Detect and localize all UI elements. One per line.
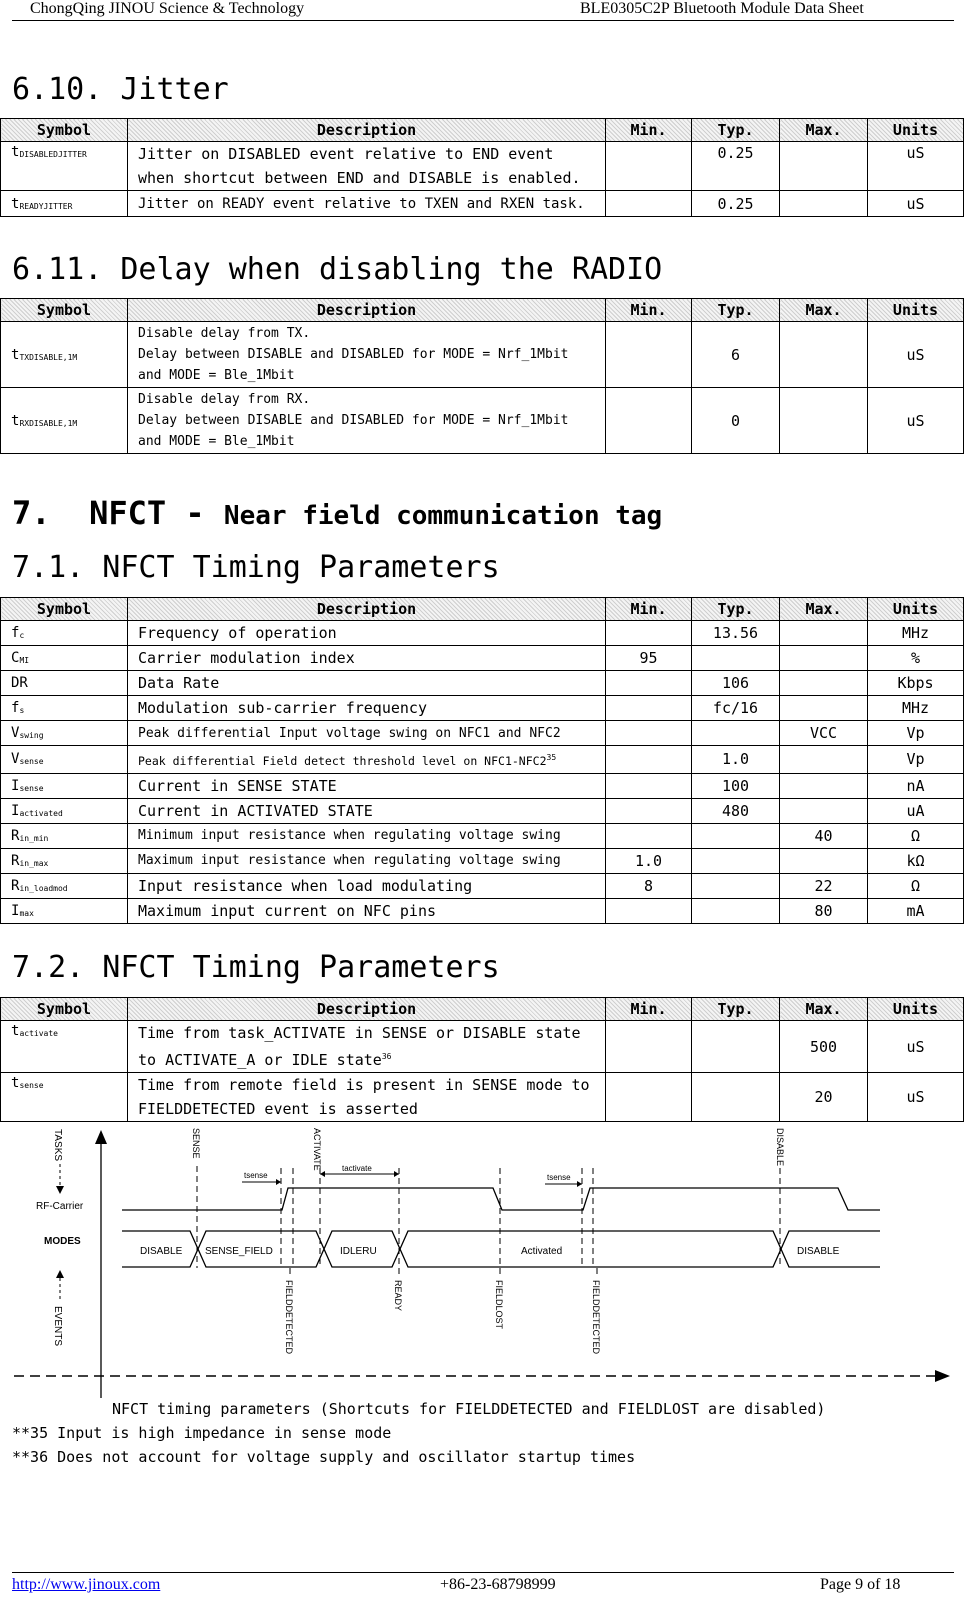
tsense-1	[242, 1171, 281, 1185]
table-header-row	[1, 598, 964, 621]
cell-description: Frequency of operation	[128, 621, 606, 646]
tasks-arrowhead	[56, 1186, 64, 1194]
col-min: Min.	[606, 998, 692, 1021]
phone-number: +86-23-68798999	[440, 1576, 556, 1593]
cell-typ	[692, 646, 780, 671]
cell-min	[606, 322, 692, 388]
cell-units: nA	[868, 773, 964, 798]
cell-min	[606, 1021, 692, 1073]
cell-symbol: $t_{DISABLEDJITTER}$	[1, 142, 128, 191]
col-typ: Typ.	[692, 998, 780, 1021]
event-ready	[393, 1280, 403, 1311]
modes-label: MODES	[44, 1236, 81, 1247]
cell-min	[606, 798, 692, 823]
cell-description: Peak differential Field detect threshold level on NFC1-NFC2$^{35}$	[128, 746, 606, 774]
page-footer	[0, 1576, 964, 1598]
website-link[interactable]: http://www.jinoux.com	[12, 1576, 161, 1593]
cell-description: Disable delay from TX. Delay between DISABLE and DISABLED for MODE = Nrf_1Mbit and MODE = Ble_1Mbit	[128, 322, 606, 388]
svg-text:READY: READY	[393, 1280, 403, 1312]
nfct-parameters-table	[0, 597, 964, 924]
cell-symbol: DR	[1, 671, 128, 696]
cell-typ	[692, 823, 780, 848]
cell-description: Carrier modulation index	[128, 646, 606, 671]
cell-max: 20	[780, 1073, 868, 1122]
cell-description: Maximum input current on NFC pins	[128, 898, 606, 923]
col-description: Description	[128, 299, 606, 322]
cell-description: Data Rate	[128, 671, 606, 696]
table-row	[1, 142, 964, 191]
col-typ: Typ.	[692, 119, 780, 142]
table-row	[1, 848, 964, 873]
cell-min	[606, 621, 692, 646]
cell-symbol: $V_{sense}$	[1, 746, 128, 774]
mode-sense-field: SENSE_FIELD	[205, 1246, 273, 1257]
table-row	[1, 696, 964, 721]
cell-units: uS	[868, 142, 964, 191]
cell-max	[780, 322, 868, 388]
section-6-10-title: 6.10. Jitter	[12, 72, 229, 107]
cell-units: uS	[868, 322, 964, 388]
event-fielddetected-1	[284, 1280, 294, 1355]
jitter-table	[0, 118, 964, 217]
cell-typ: 480	[692, 798, 780, 823]
svg-text:ACTIVATE: ACTIVATE	[312, 1128, 322, 1171]
nfct-timing-diagram	[0, 1128, 964, 1398]
diagram-guides	[197, 1166, 780, 1268]
table-row	[1, 671, 964, 696]
cell-min	[606, 388, 692, 454]
cell-symbol: $f_c$	[1, 621, 128, 646]
header-rule	[12, 20, 954, 21]
mode-disable-1: DISABLE	[140, 1246, 183, 1257]
cell-typ: 13.56	[692, 621, 780, 646]
cell-max	[780, 388, 868, 454]
table-row	[1, 1021, 964, 1073]
cell-units: Ω	[868, 823, 964, 848]
col-symbol: Symbol	[1, 299, 128, 322]
cell-symbol: $R_{in\_min}$	[1, 823, 128, 848]
cell-typ: 0	[692, 388, 780, 454]
cell-description: Jitter on DISABLED event relative to END event when shortcut between END and DISABLE is enabled.	[128, 142, 606, 191]
cell-description: Minimum input resistance when regulating voltage swing	[128, 823, 606, 848]
header-doc-title: BLE0305C2P Bluetooth Module Data Sheet	[580, 0, 864, 17]
task-activate-label	[312, 1128, 322, 1171]
cell-max	[780, 142, 868, 191]
cell-min	[606, 773, 692, 798]
cell-max	[780, 646, 868, 671]
cell-max	[780, 746, 868, 774]
diagram-time-arrowhead	[935, 1370, 950, 1382]
cell-min	[606, 823, 692, 848]
task-disable-label	[775, 1128, 785, 1166]
cell-min: 8	[606, 873, 692, 898]
cell-max	[780, 696, 868, 721]
table-row	[1, 322, 964, 388]
section-7-1-title: 7.1. NFCT Timing Parameters	[12, 550, 500, 585]
nfct-parameters-body	[1, 621, 964, 924]
col-units: Units	[868, 998, 964, 1021]
cell-description: Jitter on READY event relative to TXEN and RXEN task.	[128, 191, 606, 217]
col-max: Max.	[780, 119, 868, 142]
cell-symbol: $R_{in\_loadmod}$	[1, 873, 128, 898]
table-header-row	[1, 119, 964, 142]
tsense-2	[545, 1173, 582, 1187]
rf-carrier-waveform	[122, 1188, 880, 1210]
cell-typ: 1.0	[692, 746, 780, 774]
table-row	[1, 721, 964, 746]
col-typ: Typ.	[692, 299, 780, 322]
cell-max	[780, 671, 868, 696]
cell-typ: fc/16	[692, 696, 780, 721]
table-header-row	[1, 299, 964, 322]
col-min: Min.	[606, 119, 692, 142]
svg-text:FIELDLOST: FIELDLOST	[494, 1280, 504, 1330]
col-symbol: Symbol	[1, 119, 128, 142]
cell-symbol: $I_{activated}$	[1, 798, 128, 823]
cell-symbol: $C_{MI}$	[1, 646, 128, 671]
cell-min	[606, 898, 692, 923]
col-max: Max.	[780, 598, 868, 621]
cell-symbol: $t_{TXDISABLE,1M}$	[1, 322, 128, 388]
cell-description: Input resistance when load modulating	[128, 873, 606, 898]
diagram-caption: NFCT timing parameters (Shortcuts for FIELDDETECTED and FIELDLOST are disabled)	[112, 1400, 826, 1418]
cell-max: VCC	[780, 721, 868, 746]
col-description: Description	[128, 119, 606, 142]
section-6-11-title: 6.11. Delay when disabling the RADIO	[12, 252, 663, 287]
col-description: Description	[128, 598, 606, 621]
event-fielddetected-2	[591, 1280, 601, 1355]
footnote-36: **36 Does not account for voltage supply and oscillator startup times	[12, 1448, 636, 1466]
table-row	[1, 873, 964, 898]
event-guides	[290, 1268, 597, 1278]
cell-typ: 6	[692, 322, 780, 388]
footnote-35: **35 Input is high impedance in sense mode	[12, 1424, 392, 1442]
cell-typ: 100	[692, 773, 780, 798]
table-row	[1, 646, 964, 671]
task-sense-label	[191, 1128, 201, 1159]
cell-min	[606, 142, 692, 191]
cell-typ: 0.25	[692, 191, 780, 217]
col-units: Units	[868, 119, 964, 142]
col-typ: Typ.	[692, 598, 780, 621]
cell-typ	[692, 898, 780, 923]
cell-min	[606, 671, 692, 696]
cell-symbol: $t_{sense}$	[1, 1073, 128, 1122]
cell-units: uS	[868, 191, 964, 217]
page-number: Page 9 of 18	[820, 1576, 901, 1593]
cell-symbol: $I_{sense}$	[1, 773, 128, 798]
svg-text:FIELDDETECTED: FIELDDETECTED	[591, 1280, 601, 1355]
cell-min: 95	[606, 646, 692, 671]
table-header-row	[1, 998, 964, 1021]
cell-units: uA	[868, 798, 964, 823]
col-min: Min.	[606, 299, 692, 322]
event-fieldlost	[494, 1280, 504, 1330]
cell-max: 500	[780, 1021, 868, 1073]
cell-units: kΩ	[868, 848, 964, 873]
cell-units: uS	[868, 1073, 964, 1122]
table-row	[1, 898, 964, 923]
cell-typ	[692, 721, 780, 746]
tasks-label	[52, 1129, 63, 1161]
table-row	[1, 621, 964, 646]
cell-units: Ω	[868, 873, 964, 898]
cell-symbol: $f_s$	[1, 696, 128, 721]
col-description: Description	[128, 998, 606, 1021]
table-row	[1, 773, 964, 798]
radio-disable-table	[0, 298, 964, 454]
cell-max: 80	[780, 898, 868, 923]
cell-typ	[692, 848, 780, 873]
col-symbol: Symbol	[1, 998, 128, 1021]
cell-max	[780, 621, 868, 646]
cell-description: Peak differential Input voltage swing on NFC1 and NFC2	[128, 721, 606, 746]
cell-units: Vp	[868, 746, 964, 774]
cell-units: uS	[868, 388, 964, 454]
cell-description: Time from task_ACTIVATE in SENSE or DISABLE state to ACTIVATE_A or IDLE state$^{36}$	[128, 1021, 606, 1073]
cell-min	[606, 746, 692, 774]
cell-max: 40	[780, 823, 868, 848]
cell-symbol: $I_{max}$	[1, 898, 128, 923]
cell-typ: 106	[692, 671, 780, 696]
cell-min	[606, 191, 692, 217]
col-units: Units	[868, 598, 964, 621]
section-7-2-title: 7.2. NFCT Timing Parameters	[12, 950, 500, 985]
cell-description: Disable delay from RX. Delay between DISABLE and DISABLED for MODE = Nrf_1Mbit and MODE = Ble_1Mbit	[128, 388, 606, 454]
cell-description: Maximum input resistance when regulating voltage swing	[128, 848, 606, 873]
cell-units: MHz	[868, 696, 964, 721]
mode-idleru: IDLERU	[340, 1246, 377, 1257]
events-label	[52, 1306, 63, 1346]
cell-min	[606, 696, 692, 721]
cell-symbol: $R_{in\_max}$	[1, 848, 128, 873]
cell-symbol: $t_{activate}$	[1, 1021, 128, 1073]
col-min: Min.	[606, 598, 692, 621]
svg-text:tsense: tsense	[547, 1173, 571, 1182]
cell-description: Time from remote field is present in SENSE mode to FIELDDETECTED event is asserted	[128, 1073, 606, 1122]
table-row	[1, 388, 964, 454]
svg-text:tactivate: tactivate	[342, 1164, 372, 1173]
col-max: Max.	[780, 998, 868, 1021]
table-row	[1, 1073, 964, 1122]
table-row	[1, 191, 964, 217]
tactivate-span	[320, 1164, 399, 1177]
cell-typ	[692, 1073, 780, 1122]
cell-typ: 0.25	[692, 142, 780, 191]
cell-units: Kbps	[868, 671, 964, 696]
mode-disable-2: DISABLE	[797, 1246, 840, 1257]
cell-max	[780, 191, 868, 217]
cell-symbol: $V_{swing}$	[1, 721, 128, 746]
svg-text:EVENTS: EVENTS	[52, 1306, 63, 1347]
col-units: Units	[868, 299, 964, 322]
cell-units: mA	[868, 898, 964, 923]
table-row	[1, 746, 964, 774]
cell-min	[606, 721, 692, 746]
cell-symbol: $t_{RXDISABLE,1M}$	[1, 388, 128, 454]
chapter-7-title: 7. NFCT - Near field communication tag	[12, 494, 663, 532]
svg-text:tsense: tsense	[244, 1171, 268, 1180]
cell-description: Current in ACTIVATED STATE	[128, 798, 606, 823]
cell-min	[606, 1073, 692, 1122]
col-symbol: Symbol	[1, 598, 128, 621]
footer-rule	[12, 1572, 954, 1573]
cell-max	[780, 773, 868, 798]
svg-text:TASKS: TASKS	[52, 1129, 63, 1162]
svg-text:FIELDDETECTED: FIELDDETECTED	[284, 1280, 294, 1355]
events-arrowhead	[56, 1270, 64, 1278]
cell-max	[780, 798, 868, 823]
svg-text:SENSE: SENSE	[191, 1128, 201, 1159]
table-row	[1, 798, 964, 823]
col-max: Max.	[780, 299, 868, 322]
cell-max: 22	[780, 873, 868, 898]
cell-units: Vp	[868, 721, 964, 746]
svg-text:DISABLE: DISABLE	[775, 1128, 785, 1167]
rf-carrier-label: RF-Carrier	[36, 1201, 84, 1212]
cell-max	[780, 848, 868, 873]
cell-units: uS	[868, 1021, 964, 1073]
diagram-axis-arrowhead	[95, 1130, 107, 1144]
cell-units: MHz	[868, 621, 964, 646]
page-header	[0, 0, 964, 22]
cell-typ	[692, 873, 780, 898]
cell-min: 1.0	[606, 848, 692, 873]
cell-typ	[692, 1021, 780, 1073]
header-company: ChongQing JINOU Science & Technology	[30, 0, 305, 17]
cell-description: Modulation sub-carrier frequency	[128, 696, 606, 721]
cell-symbol: $t_{READYJITTER}$	[1, 191, 128, 217]
table-row	[1, 823, 964, 848]
mode-activated: Activated	[521, 1246, 563, 1257]
cell-description: Current in SENSE STATE	[128, 773, 606, 798]
cell-units: %	[868, 646, 964, 671]
nfct-timing-table	[0, 997, 964, 1122]
